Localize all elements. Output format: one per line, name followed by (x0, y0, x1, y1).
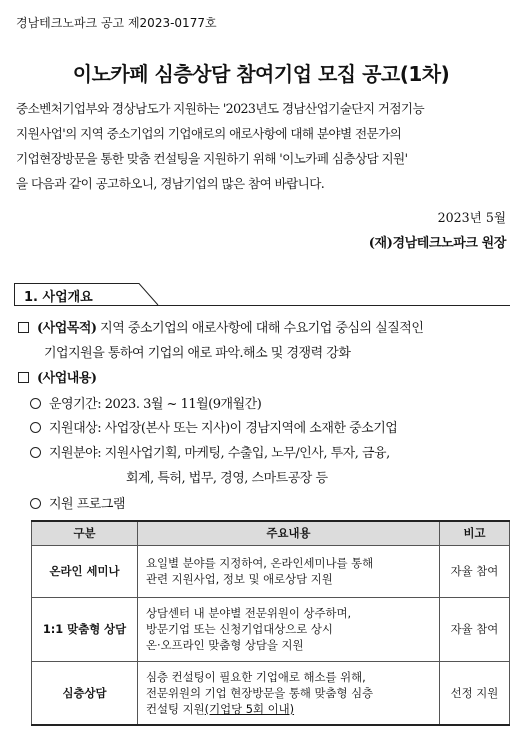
square-bullet-icon (18, 372, 29, 383)
table-header: 구분 (32, 521, 138, 545)
section-heading-label: 1. 사업개요 (24, 290, 93, 305)
purpose-label: (사업목적) (37, 321, 97, 336)
fields-text: 지원분야: 지원사업기획, 마케팅, 수출입, 노무/인사, 투자, 금융, (49, 446, 390, 461)
program-desc (138, 597, 440, 661)
content-label: (사업내용) (37, 371, 97, 386)
table-row (32, 597, 510, 661)
desc-line: 요일별 분야를 지정하여, 온라인세미나를 통해 (146, 556, 374, 570)
circle-bullet-icon (30, 398, 41, 409)
announcement-date: 2023년 5월 (437, 210, 506, 225)
target-text: 지원대상: 사업장(본사 또는 지사)이 경남지역에 소재한 중소기업 (49, 421, 398, 436)
intro-line: 지원사업'의 지역 중소기업의 기업애로의 애로사항에 대해 분야별 전문가의 (16, 126, 402, 141)
program-desc (138, 545, 440, 597)
desc-line: 상담센터 내 분야별 전문위원이 상주하며, (146, 606, 352, 620)
program-name: 1:1 맞춤형 상담 (32, 597, 138, 661)
section-rule (14, 305, 510, 306)
page-title: 이노카페 심층상담 참여기업 모집 공고(1차) (72, 62, 450, 86)
square-bullet-icon (18, 322, 29, 333)
circle-bullet-icon (30, 498, 41, 509)
period-text: 운영기간: 2023. 3월 ~ 11월(9개월간) (49, 397, 262, 412)
circle-bullet-icon (30, 422, 41, 433)
desc-text: 컨설팅 지원 (146, 701, 205, 716)
fields-text-cont: 회계, 특허, 법무, 경영, 스마트공장 등 (126, 471, 328, 486)
intro-line: 을 다음과 같이 공고하오니, 경남기업의 많은 참여 바랍니다. (16, 176, 325, 191)
program-item (30, 492, 125, 517)
desc-line: 방문기업 또는 신청기업대상으로 상시 (146, 622, 333, 636)
table-row (32, 545, 510, 597)
intro-paragraph (16, 96, 510, 196)
intro-line: 기업현장방문을 통한 맞춤 컨설팅을 지원하기 위해 '이노카페 심층상담 지원' (16, 151, 408, 166)
table-header: 주요내용 (138, 521, 440, 545)
desc-line (146, 701, 431, 717)
program-name: 심층상담 (32, 661, 138, 725)
desc-line: 심층 컨설팅이 필요한 기업애로 해소를 위해, (146, 669, 366, 684)
program-note: 선정 지원 (440, 661, 510, 725)
desc-underlined: (기업당 5회 이내) (204, 701, 295, 716)
notice-number: 경남테크노파크 공고 제2023-0177호 (16, 16, 217, 30)
circle-bullet-icon (30, 447, 41, 458)
content-item (18, 366, 97, 391)
program-desc (138, 661, 440, 725)
period-item (30, 392, 261, 417)
table-header-row (32, 521, 510, 545)
program-name: 온라인 세미나 (32, 545, 138, 597)
signature: (재)경남테크노파크 원장 (368, 236, 506, 251)
program-note: 자율 참여 (440, 597, 510, 661)
purpose-text-cont: 기업지원을 통하여 기업의 애로 파악.해소 및 경쟁력 강화 (44, 346, 351, 361)
purpose-item (18, 316, 423, 366)
desc-line: 전문위원의 기업 현장방문을 통해 맞춤형 심층 (146, 685, 374, 700)
program-note: 자율 참여 (440, 545, 510, 597)
program-table (31, 520, 510, 726)
desc-line: 온·오프라인 맞춤형 상담을 지원 (146, 638, 304, 652)
purpose-text: 지역 중소기업의 애로사항에 대해 수요기업 중심의 실질적인 (96, 321, 424, 336)
program-label: 지원 프로그램 (49, 497, 125, 512)
target-item (30, 416, 397, 441)
intro-line: 중소벤처기업부와 경상남도가 지원하는 '2023년도 경남산업기술단지 거점기능 (16, 101, 425, 116)
desc-line: 관련 지원사업, 정보 및 애로상담 지원 (146, 572, 333, 586)
section-heading (14, 283, 159, 305)
table-row (32, 661, 510, 725)
table-header: 비고 (440, 521, 510, 545)
fields-item (30, 441, 390, 491)
